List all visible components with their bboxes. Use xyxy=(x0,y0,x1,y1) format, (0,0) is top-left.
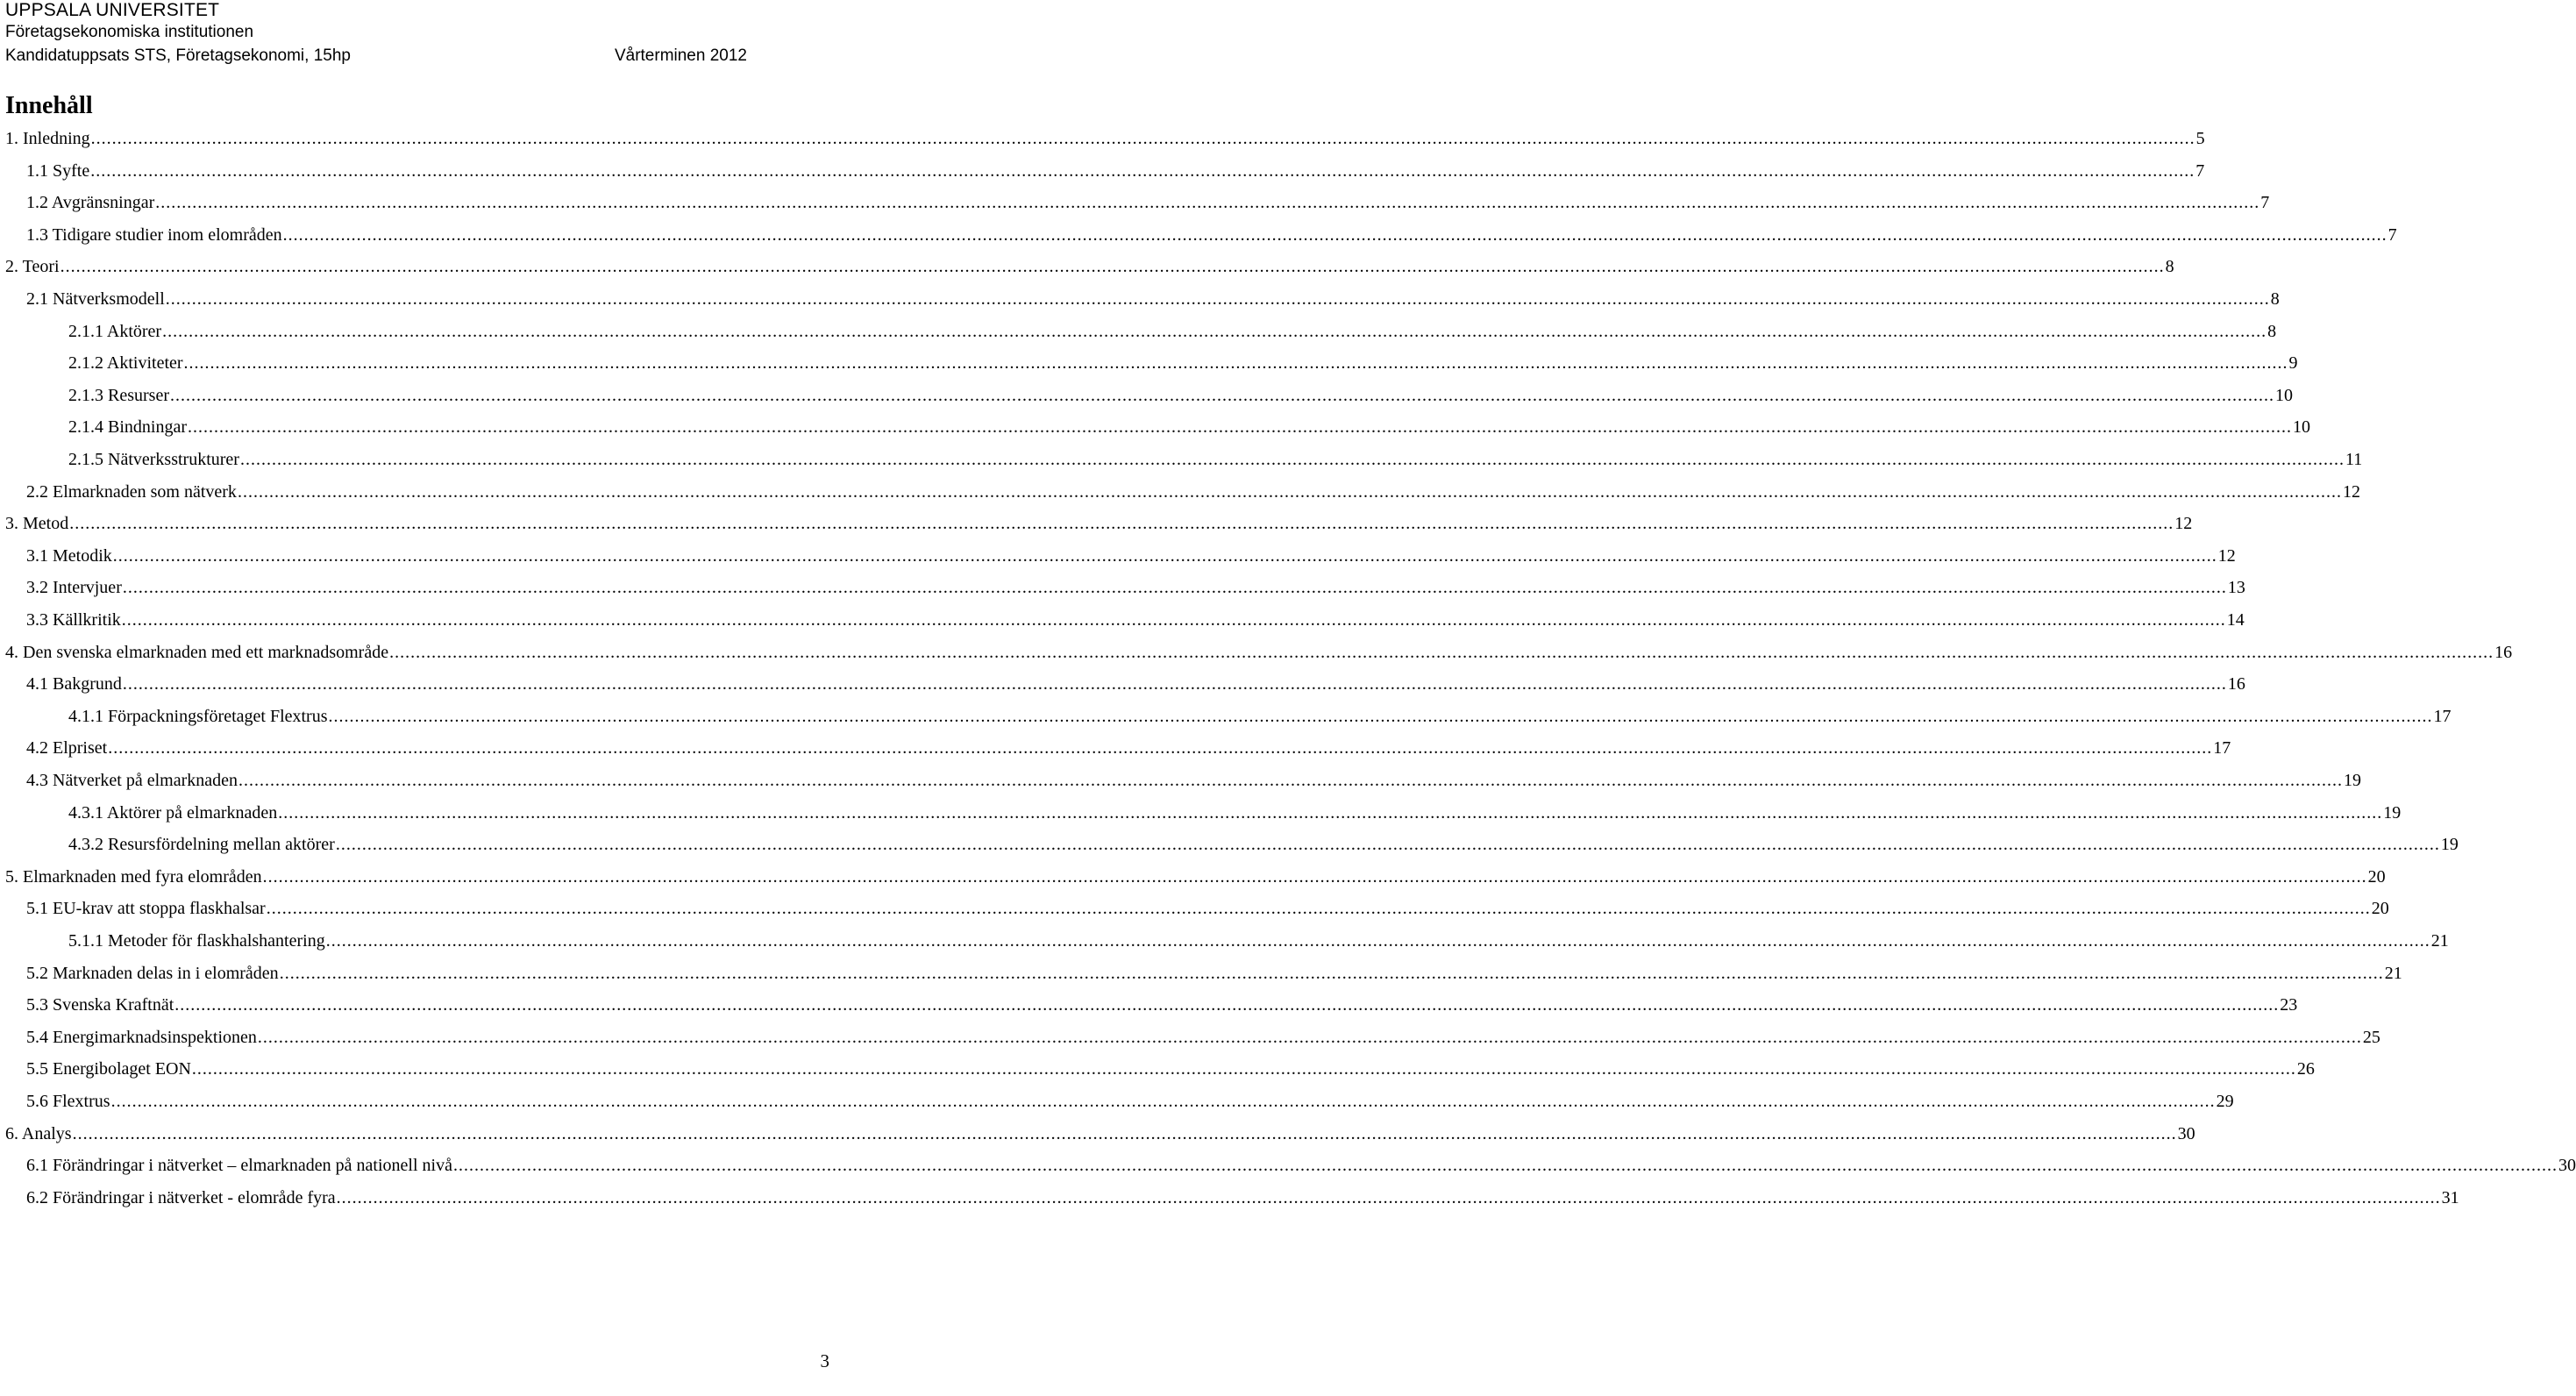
toc-entry-line xyxy=(26,894,2389,923)
toc-entry-label: 3.1 Metodik xyxy=(26,545,112,566)
toc-entry-line xyxy=(26,1054,2315,1084)
term-label: Vårterminen 2012 xyxy=(614,46,747,65)
toc-entry-page: 21 xyxy=(2430,931,2449,951)
toc-entry-page: 23 xyxy=(2280,995,2298,1015)
toc-leader-dots: ................................................................................................................................................................................................................................................................................................................................................................................................................ xyxy=(336,1187,2441,1207)
toc-leader-dots: ................................................................................................................................................................................................................................................................................................................................................................................................................ xyxy=(325,931,2430,951)
toc-entry-page: 16 xyxy=(2494,642,2513,662)
toc-entry-label: 6. Analys xyxy=(5,1123,72,1143)
toc-leader-dots: ................................................................................................................................................................................................................................................................................................................................................................................................................ xyxy=(90,129,2195,148)
toc-entry[interactable] xyxy=(0,637,2513,667)
toc-entry-page: 8 xyxy=(2270,289,2280,309)
toc-entry-label: 2.1.4 Bindningar xyxy=(68,417,187,438)
toc-leader-dots: ................................................................................................................................................................................................................................................................................................................................................................................................................ xyxy=(257,1027,2362,1047)
toc-entry-page: 20 xyxy=(2367,866,2386,887)
toc-entry[interactable] xyxy=(0,317,2277,346)
toc-entry-line xyxy=(26,990,2298,1020)
toc-entry-label: 1.2 Avgränsningar xyxy=(26,193,155,213)
toc-entry[interactable] xyxy=(0,541,2236,571)
toc-entry-line xyxy=(5,252,2174,281)
toc-entry[interactable] xyxy=(0,573,2245,602)
toc-leader-dots: ................................................................................................................................................................................................................................................................................................................................................................................................................ xyxy=(155,193,2260,213)
toc-entry-label: 4.1.1 Förpackningsföretaget Flextrus xyxy=(68,706,328,726)
toc-entry-line xyxy=(26,156,2205,186)
toc-leader-dots: ................................................................................................................................................................................................................................................................................................................................................................................................................ xyxy=(266,899,2371,919)
toc-entry-page: 12 xyxy=(2217,545,2236,566)
toc-entry-label: 5.1 EU-krav att stoppa flaskhalsar xyxy=(26,899,266,919)
course-title: Kandidatuppsats STS, Företagsekonomi, 15hp xyxy=(5,46,351,65)
toc-leader-dots: ................................................................................................................................................................................................................................................................................................................................................................................................................ xyxy=(238,771,2344,790)
toc-entry-page: 26 xyxy=(2296,1059,2315,1079)
toc-entry-page: 30 xyxy=(2558,1156,2576,1176)
department-name: Företagsekonomiska institutionen xyxy=(5,23,254,41)
toc-entry-label: 4.1 Bakgrund xyxy=(26,674,122,694)
toc-entry-label: 5.6 Flextrus xyxy=(26,1092,110,1111)
toc-leader-dots: ................................................................................................................................................................................................................................................................................................................................................................................................................ xyxy=(169,385,2274,405)
toc-entry-page: 12 xyxy=(2174,514,2193,534)
toc-leader-dots: ................................................................................................................................................................................................................................................................................................................................................................................................................ xyxy=(183,353,2288,374)
toc-entry-page: 13 xyxy=(2227,578,2245,598)
toc-entry-label: 5.1.1 Metoder för flaskhalshantering xyxy=(68,931,325,951)
toc-entry-label: 4. Den svenska elmarknaden med ett marknadsområde xyxy=(5,642,389,662)
toc-entry-label: 6.2 Förändringar i nätverket - elområde fyra xyxy=(26,1187,336,1207)
toc-leader-dots: ................................................................................................................................................................................................................................................................................................................................................................................................................ xyxy=(328,706,2433,726)
toc-entry-label: 1.1 Syfte xyxy=(26,160,90,181)
toc-entry-page: 8 xyxy=(2165,257,2174,277)
toc-leader-dots: ................................................................................................................................................................................................................................................................................................................................................................................................................ xyxy=(122,674,2227,694)
toc-entry[interactable] xyxy=(0,348,2298,378)
toc-entry-line xyxy=(26,573,2245,602)
toc-entry-label: 1.3 Tidigare studier inom elområden xyxy=(26,224,282,245)
toc-entry-line xyxy=(5,862,2386,892)
toc-entry[interactable] xyxy=(0,1150,2576,1180)
toc-leader-dots: ................................................................................................................................................................................................................................................................................................................................................................................................................ xyxy=(72,1123,2177,1143)
toc-entry-page: 25 xyxy=(2362,1027,2380,1047)
toc-entry[interactable] xyxy=(0,412,2310,442)
toc-entry[interactable] xyxy=(0,605,2245,635)
toc-entry[interactable] xyxy=(0,702,2451,731)
toc-entry-line xyxy=(26,1086,2234,1116)
toc-entry-label: 2.1.1 Aktörer xyxy=(68,321,162,341)
toc-entry-page: 12 xyxy=(2342,481,2360,502)
toc-entry-label: 5. Elmarknaden med fyra elområden xyxy=(5,866,262,887)
toc-entry[interactable] xyxy=(0,1086,2234,1116)
toc-entry-label: 2.1.2 Aktiviteter xyxy=(68,353,183,374)
document-header xyxy=(5,0,833,68)
toc-entry-label: 6.1 Förändringar i nätverket – elmarknaden på nationell nivå xyxy=(26,1156,452,1176)
toc-entry-page: 30 xyxy=(2177,1123,2195,1143)
toc-entry-label: 3.2 Intervjuer xyxy=(26,578,122,598)
toc-entry-line xyxy=(68,348,2298,378)
toc-entry-label: 4.2 Elpriset xyxy=(26,738,108,759)
course-row xyxy=(5,44,833,68)
toc-entry[interactable] xyxy=(0,733,2231,763)
toc-leader-dots: ................................................................................................................................................................................................................................................................................................................................................................................................................ xyxy=(108,738,2213,759)
toc-leader-dots: ................................................................................................................................................................................................................................................................................................................................................................................................................ xyxy=(239,450,2345,469)
toc-leader-dots: ................................................................................................................................................................................................................................................................................................................................................................................................................ xyxy=(122,578,2227,598)
toc-leader-dots: ................................................................................................................................................................................................................................................................................................................................................................................................................ xyxy=(69,514,2174,534)
toc-entry-line xyxy=(5,124,2205,153)
toc-entry-line xyxy=(26,766,2362,795)
university-name: UPPSALA UNIVERSITET xyxy=(5,0,220,20)
toc-entry-page: 10 xyxy=(2274,385,2293,405)
toc-entry-line xyxy=(68,830,2459,859)
toc-entry[interactable] xyxy=(0,1054,2315,1084)
toc-leader-dots: ................................................................................................................................................................................................................................................................................................................................................................................................................ xyxy=(60,257,2165,277)
toc-leader-dots: ................................................................................................................................................................................................................................................................................................................................................................................................................ xyxy=(90,160,2195,181)
toc-entry-label: 2.2 Elmarknaden som nätverk xyxy=(26,481,237,502)
toc-entry-line xyxy=(68,445,2363,474)
toc-leader-dots: ................................................................................................................................................................................................................................................................................................................................................................................................................ xyxy=(389,642,2494,662)
toc-entry-label: 5.4 Energimarknadsinspektionen xyxy=(26,1027,257,1047)
toc-entry-line xyxy=(26,284,2280,314)
toc-entry-label: 4.3.2 Resursfördelning mellan aktörer xyxy=(68,835,335,855)
toc-entry[interactable] xyxy=(0,1183,2459,1213)
toc-entry-page: 17 xyxy=(2213,738,2231,759)
toc-entry-page: 17 xyxy=(2433,706,2451,726)
toc-entry-label: 5.5 Energibolaget EON xyxy=(26,1059,191,1079)
toc-leader-dots: ................................................................................................................................................................................................................................................................................................................................................................................................................ xyxy=(174,995,2280,1015)
toc-entry-line xyxy=(68,926,2449,956)
toc-entry[interactable] xyxy=(0,509,2193,538)
toc-entry-page: 21 xyxy=(2384,963,2402,983)
toc-entry-label: 2.1.5 Nätverksstrukturer xyxy=(68,450,239,469)
toc-entry-page: 16 xyxy=(2227,674,2245,694)
toc-entry-page: 7 xyxy=(2260,193,2270,213)
toc-leader-dots: ................................................................................................................................................................................................................................................................................................................................................................................................................ xyxy=(162,321,2267,341)
toc-entry[interactable] xyxy=(0,445,2363,474)
toc-entry-label: 3. Metod xyxy=(5,514,69,534)
toc-entry[interactable] xyxy=(0,830,2459,859)
toc-entry[interactable] xyxy=(0,926,2449,956)
toc-entry[interactable] xyxy=(0,766,2362,795)
toc-entry-page: 5 xyxy=(2195,129,2205,148)
toc-leader-dots: ................................................................................................................................................................................................................................................................................................................................................................................................................ xyxy=(112,545,2217,566)
toc-entry-line xyxy=(26,541,2236,571)
toc-leader-dots: ................................................................................................................................................................................................................................................................................................................................................................................................................ xyxy=(188,417,2292,438)
toc-entry-line xyxy=(26,1150,2576,1180)
toc-leader-dots: ................................................................................................................................................................................................................................................................................................................................................................................................................ xyxy=(237,481,2342,502)
toc-entry[interactable] xyxy=(0,188,2270,217)
toc-entry-line xyxy=(5,509,2193,538)
toc-entry[interactable] xyxy=(0,1119,2195,1149)
toc-leader-dots: ................................................................................................................................................................................................................................................................................................................................................................................................................ xyxy=(278,802,2383,823)
toc-entry-line xyxy=(26,188,2270,217)
toc-entry-line xyxy=(68,381,2293,410)
toc-leader-dots: ................................................................................................................................................................................................................................................................................................................................................................................................................ xyxy=(279,963,2384,983)
toc-entry[interactable] xyxy=(0,252,2174,281)
toc-leader-dots: ................................................................................................................................................................................................................................................................................................................................................................................................................ xyxy=(121,610,2226,630)
toc-entry-label: 4.3.1 Aktörer på elmarknaden xyxy=(68,802,278,823)
toc-entry-page: 31 xyxy=(2441,1187,2459,1207)
toc-entry-line xyxy=(26,605,2245,635)
toc-entry-page: 19 xyxy=(2344,771,2362,790)
toc-entry-line xyxy=(68,702,2451,731)
toc-entry[interactable] xyxy=(0,990,2298,1020)
toc-entry-page: 8 xyxy=(2267,321,2277,341)
toc-entry[interactable] xyxy=(0,381,2293,410)
toc-leader-dots: ................................................................................................................................................................................................................................................................................................................................................................................................................ xyxy=(262,866,2367,887)
page-number: 3 xyxy=(820,1350,829,1371)
toc-entry-label: 3.3 Källkritik xyxy=(26,610,121,630)
toc-leader-dots: ................................................................................................................................................................................................................................................................................................................................................................................................................ xyxy=(191,1059,2296,1079)
toc-entry-label: 2. Teori xyxy=(5,257,60,277)
toc-entry-label: 1. Inledning xyxy=(5,129,90,148)
toc-entry-line xyxy=(26,669,2245,699)
toc-leader-dots: ................................................................................................................................................................................................................................................................................................................................................................................................................ xyxy=(452,1156,2558,1176)
toc-entry[interactable] xyxy=(0,156,2205,186)
toc-entry-page: 7 xyxy=(2195,160,2205,181)
toc-leader-dots: ................................................................................................................................................................................................................................................................................................................................................................................................................ xyxy=(335,835,2440,855)
toc-entry-label: 5.2 Marknaden delas in i elområden xyxy=(26,963,279,983)
toc-entry-line xyxy=(68,798,2402,828)
toc-entry-line xyxy=(26,958,2402,988)
toc-entry-page: 14 xyxy=(2226,610,2245,630)
toc-entry[interactable] xyxy=(0,958,2402,988)
toc-entry-page: 29 xyxy=(2216,1092,2234,1111)
toc-entry-page: 20 xyxy=(2371,899,2389,919)
toc-entry-line xyxy=(26,1022,2380,1052)
toc-entry[interactable] xyxy=(0,669,2245,699)
toc-entry-line xyxy=(26,220,2397,250)
toc-entry[interactable] xyxy=(0,894,2389,923)
toc-entry-line xyxy=(5,637,2513,667)
toc-entry[interactable] xyxy=(0,284,2280,314)
toc-entry-page: 10 xyxy=(2293,417,2310,438)
toc-entry-line xyxy=(26,1183,2459,1213)
toc-entry[interactable] xyxy=(0,798,2402,828)
toc-entry-line xyxy=(26,733,2231,763)
toc-entry-page: 9 xyxy=(2288,353,2298,374)
toc-entry-line xyxy=(5,1119,2195,1149)
toc-entry-page: 7 xyxy=(2387,224,2397,245)
toc-entry[interactable] xyxy=(0,124,2205,153)
toc-entry-line xyxy=(26,477,2360,507)
toc-title: Innehåll xyxy=(5,92,93,119)
toc-entry[interactable] xyxy=(0,862,2386,892)
toc-leader-dots: ................................................................................................................................................................................................................................................................................................................................................................................................................ xyxy=(165,289,2270,309)
toc-entry-page: 19 xyxy=(2440,835,2459,855)
toc-entry-page: 11 xyxy=(2345,450,2363,469)
toc-entry-label: 4.3 Nätverket på elmarknaden xyxy=(26,771,238,790)
toc-entry[interactable] xyxy=(0,220,2397,250)
toc-entry-line xyxy=(68,317,2277,346)
toc-entry-line xyxy=(68,412,2310,442)
toc-entry-page: 19 xyxy=(2383,802,2402,823)
toc-entry[interactable] xyxy=(0,477,2360,507)
toc-entry-label: 5.3 Svenska Kraftnät xyxy=(26,995,174,1015)
toc-leader-dots: ................................................................................................................................................................................................................................................................................................................................................................................................................ xyxy=(110,1092,2216,1111)
toc-leader-dots: ................................................................................................................................................................................................................................................................................................................................................................................................................ xyxy=(282,224,2387,245)
toc-entry-label: 2.1 Nätverksmodell xyxy=(26,289,165,309)
toc-entry-label: 2.1.3 Resurser xyxy=(68,385,169,405)
toc-entry[interactable] xyxy=(0,1022,2380,1052)
